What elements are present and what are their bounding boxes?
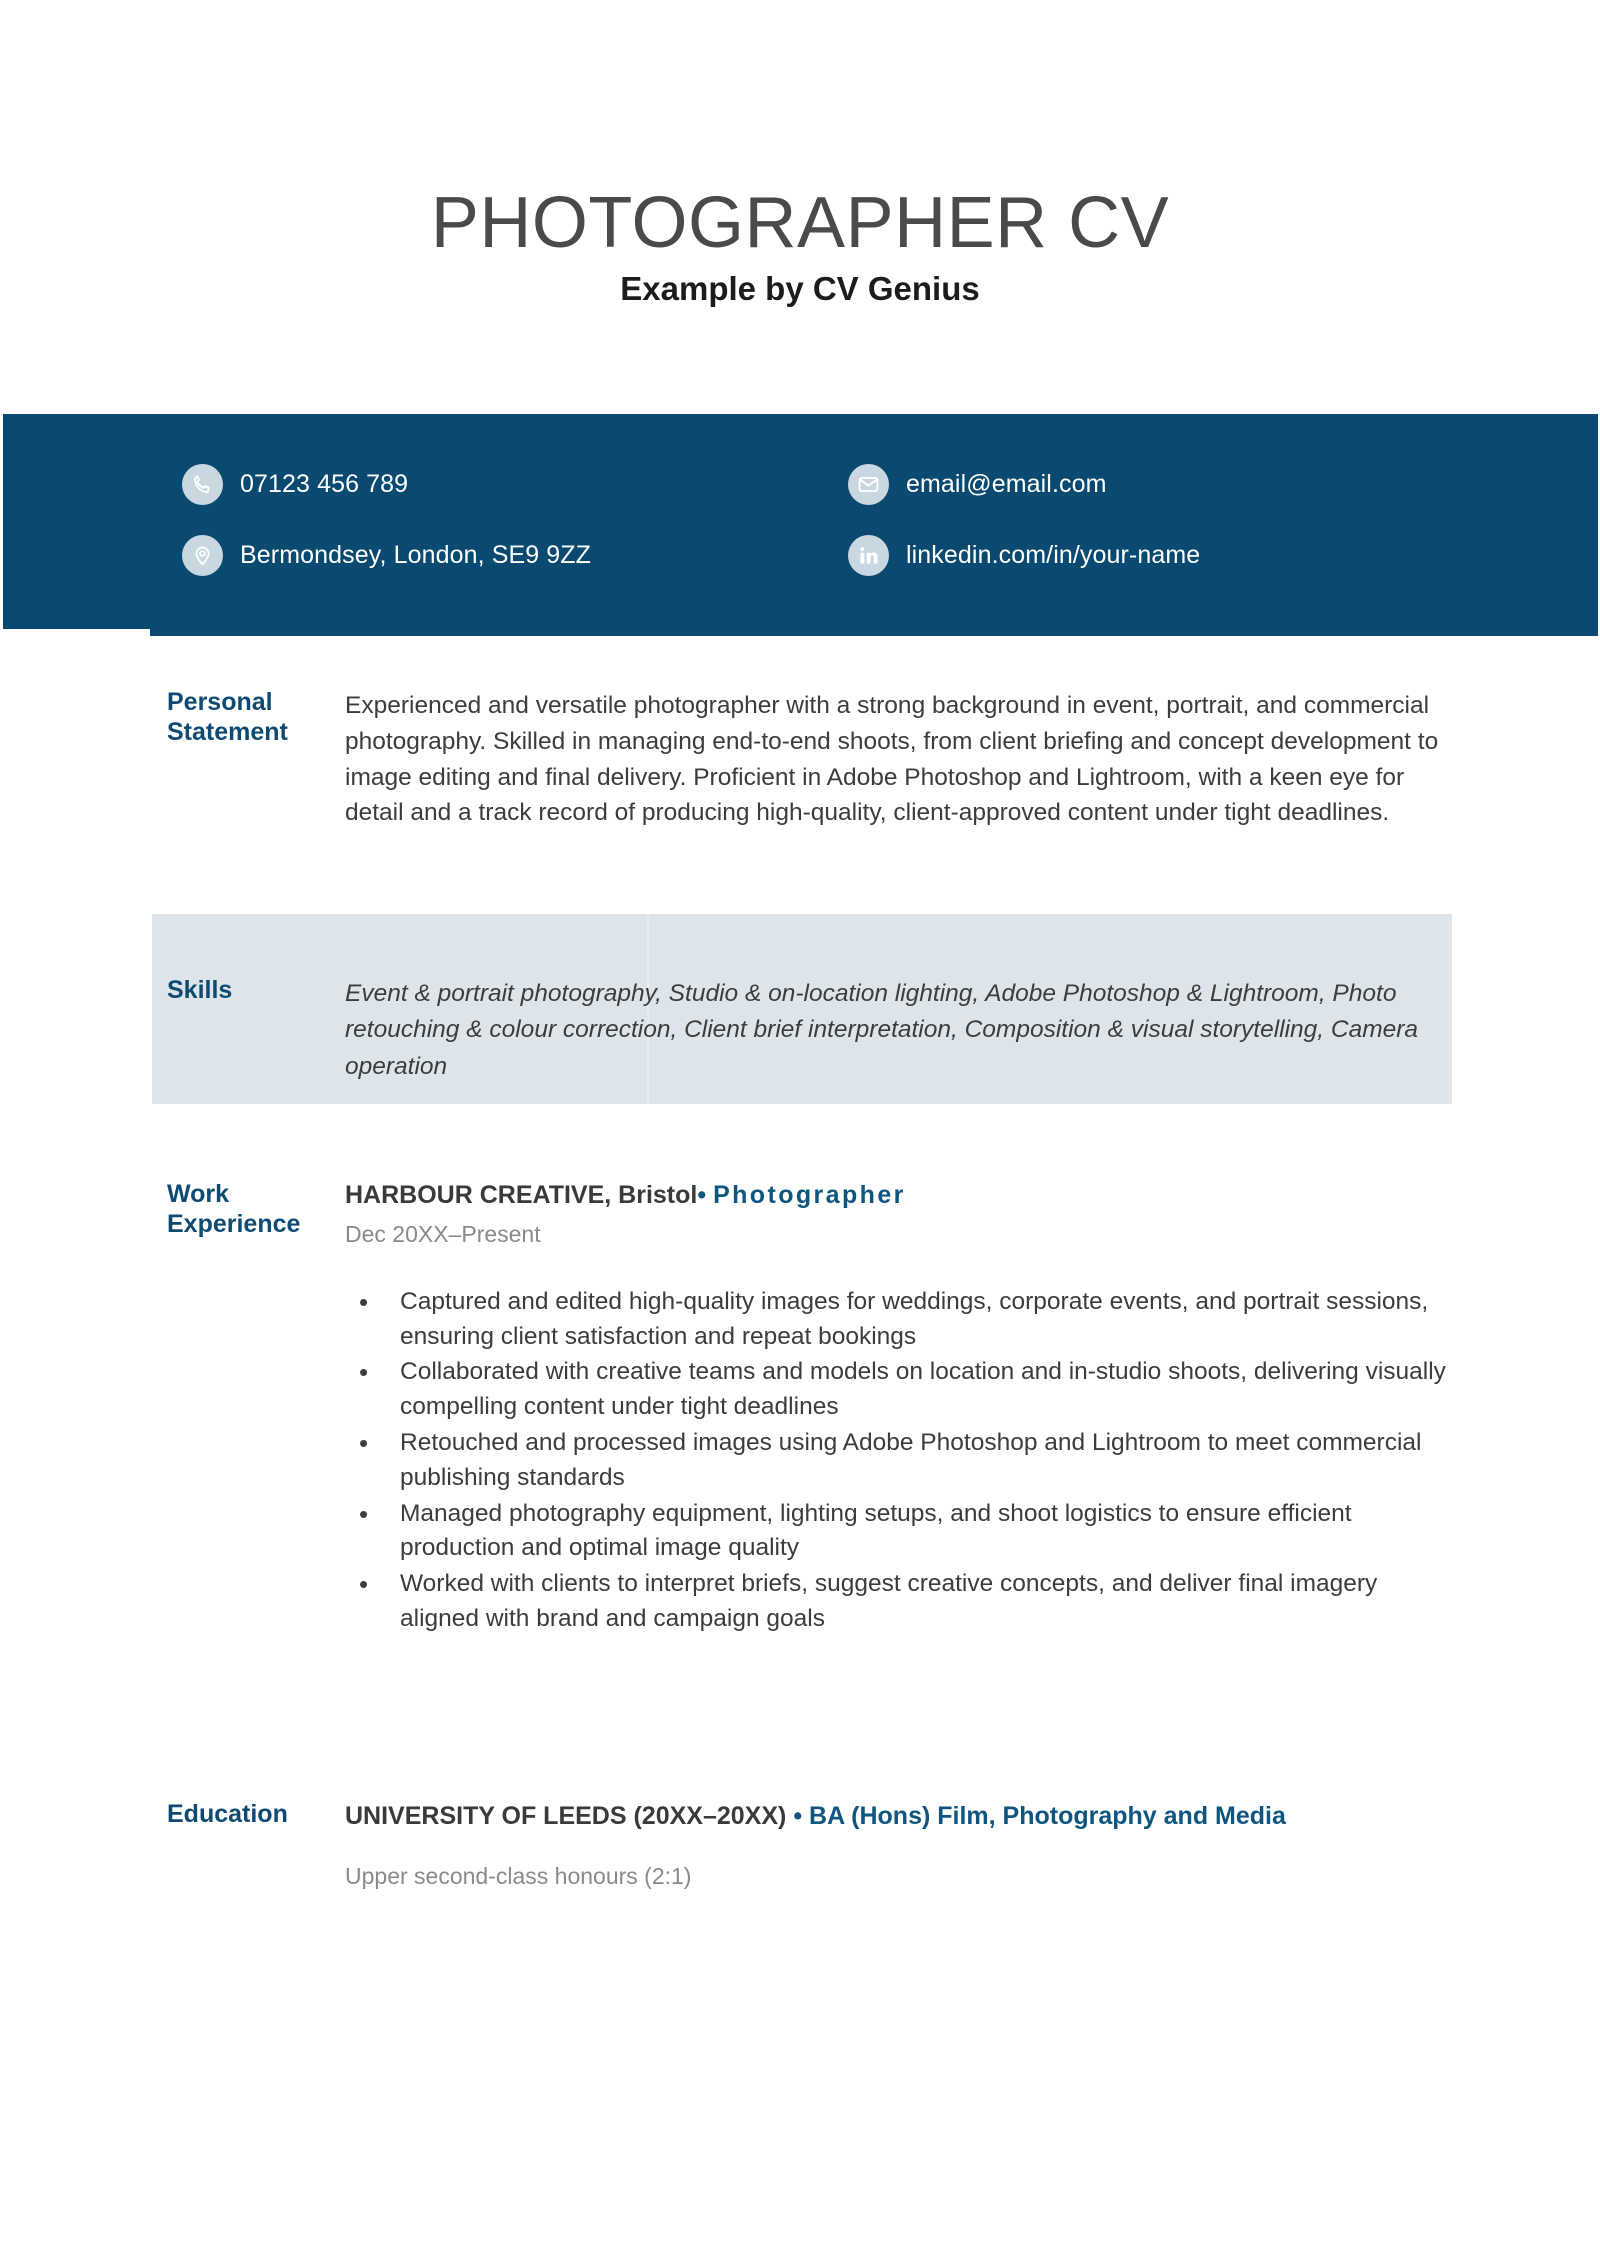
section-label-education: Education xyxy=(167,1800,288,1828)
contact-location-value: Bermondsey, London, SE9 9ZZ xyxy=(240,541,592,569)
section-skills xyxy=(0,914,1600,1104)
job-employer: HARBOUR CREATIVE, Bristol xyxy=(345,1181,698,1209)
job-dates: Dec 20XX–Present xyxy=(345,1221,541,1248)
linkedin-icon xyxy=(848,535,889,576)
contact-email-value: email@email.com xyxy=(906,470,1107,498)
job-header xyxy=(345,1180,1455,1211)
job-bullet: • Retouched and processed images using Adobe Photoshop and Lightroom to meet commercial publishing standards xyxy=(345,1426,1455,1496)
page-title: PHOTOGRAPHER CV xyxy=(430,183,1170,263)
job-bullet-list xyxy=(345,1285,1455,1637)
section-work-experience xyxy=(0,1180,1600,1638)
job-entry xyxy=(345,1180,1455,1637)
job-bullet: • Worked with clients to interpret briefs, suggest creative concepts, and deliver final imagery aligned with brand and campaign goals xyxy=(345,1567,1455,1637)
contact-location[interactable] xyxy=(182,535,591,576)
education-institution: UNIVERSITY OF LEEDS (20XX–20XX) xyxy=(345,1802,787,1830)
page-subtitle: Example by CV Genius xyxy=(620,269,980,307)
education-separator: • xyxy=(793,1802,803,1830)
education-header xyxy=(345,1800,1455,1833)
section-label-work-experience: Work Experience xyxy=(167,1180,301,1238)
personal-statement-text: Experienced and versatile photographer with a strong background in event, portrait, and commercial photography. Skilled in managing end-to-end shoots, from client briefing and concept development to image editing and final delivery. Proficient in Adobe Photoshop and Lightroom, with a keen eye for detail and a track record of producing high-quality, client-approved content under tight deadlines. xyxy=(345,692,1439,827)
section-education xyxy=(0,1800,1600,1890)
job-bullet: • Managed photography equipment, lighting setups, and shoot logistics to ensure efficient production and optimal image quality xyxy=(345,1497,1455,1567)
job-title: Photographer xyxy=(713,1181,906,1209)
education-note: Upper second-class honours (2:1) xyxy=(345,1862,692,1889)
section-personal-statement xyxy=(0,688,1600,831)
contact-phone-value: 07123 456 789 xyxy=(240,470,409,498)
skills-text: Event & portrait photography, Studio & on-location lighting, Adobe Photoshop & Lightroom, Photo retouching & colour correction, Client brief interpretation, Composition & visual storytelling, Camera operation xyxy=(345,980,1419,1080)
contact-email[interactable] xyxy=(848,464,1107,505)
contact-phone[interactable] xyxy=(182,464,408,505)
contact-linkedin-value: linkedin.com/in/your-name xyxy=(906,541,1201,569)
job-separator: • xyxy=(697,1181,707,1209)
envelope-icon xyxy=(848,464,889,505)
phone-icon xyxy=(182,464,223,505)
job-bullet: • Collaborated with creative teams and models on location and in-studio shoots, delivering visually compelling content under tight deadlines xyxy=(345,1355,1455,1425)
section-label-personal-statement: Personal Statement xyxy=(167,688,288,746)
education-degree: BA (Hons) Film, Photography and Media xyxy=(809,1802,1286,1830)
location-pin-icon xyxy=(182,535,223,576)
contact-linkedin[interactable] xyxy=(848,535,1200,576)
education-entry xyxy=(345,1800,1455,1890)
job-bullet: • Captured and edited high-quality images for weddings, corporate events, and portrait sessions, ensuring client satisfaction and repeat bookings xyxy=(345,1285,1455,1355)
section-label-skills: Skills xyxy=(167,976,233,1004)
